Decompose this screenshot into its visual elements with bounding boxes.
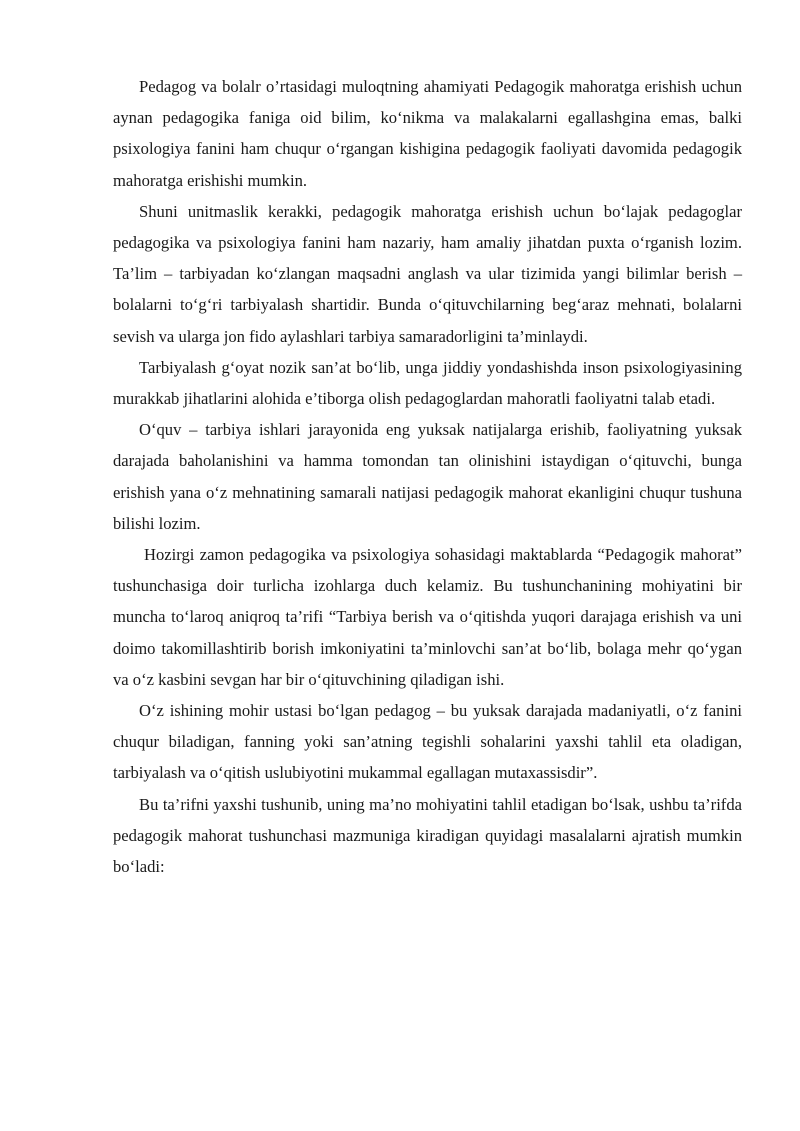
paragraph: Tarbiyalash g‘oyat nozik san’at bo‘lib, unga jiddiy yondashishda inson psixologiyasining murakkab jihatlarini alohida e’tiborga olish pedagoglardan mahoratli faoliyatni talab etadi. — [113, 357, 742, 409]
paragraph: Bu ta’rifni yaxshi tushunib, uning ma’no mohiyatini tahlil etadigan bo‘lsak, ushbu ta’rifda pedagogik mahorat tushunchasi mazmuniga kiradigan quyidagi masalalarni ajratish mumkin bo‘ladi: — [113, 794, 742, 877]
paragraph: Shuni unitmaslik kerakki, pedagogik mahoratga erishish uchun bo‘lajak pedagoglar pedagogika va psixologiya fanini ham nazariy, ham amaliy jihatdan puxta o‘rganish lozim. Ta’lim – tarbiyadan ko‘zlangan maqsadni anglash va ular tizimida yangi bilimlar berish – bolalarni to‘g‘ri tarbiyalash shartidir. Bunda o‘qituvchilarning beg‘araz mehnati, bolalarni sevish va ularga jon fido aylashlari tarbiya samaradorligini ta’minlaydi. — [113, 201, 742, 346]
document-body — [113, 71, 742, 882]
paragraph: Hozirgi zamon pedagogika va psixologiya sohasidagi maktablarda “Pedagogik mahorat” tushunchasiga doir turlicha izohlarga duch kelamiz. Bu tushunchanining mohiyatini bir muncha to‘laroq aniqroq ta’rifi “Tarbiya berish va o‘qitishda yuqori darajaga erishish va uni doimo takomillashtirib borish imkoniyatini ta’minlovchi san’at bo‘lib, bolaga mehr qo‘ygan va o‘z kasbini sevgan har bir o‘qituvchining qiladigan ishi. — [113, 545, 742, 689]
paragraph: Pedagog va bolalr o’rtasidagi muloqtning ahamiyati Pedagogik mahoratga erishish uchun aynan pedagogika faniga oid bilim, ko‘nikma va malakalarni egallashgina emas, balki psixologiya fanini ham chuqur o‘rgangan kishigina pedagogik faoliyati davomida pedagogik mahoratga erishishi mumkin. — [113, 77, 742, 190]
paragraph: O‘quv – tarbiya ishlari jarayonida eng yuksak natijalarga erishib, faoliyatning yuksak darajada baholanishini va hamma tomondan tan olinishini istaydigan o‘qituvchi, bunga erishish yana o‘z mehnatining samarali natijasi pedagogik mahorat ekanligini chuqur tushuna bilishi lozim. — [113, 420, 742, 533]
paragraph: O‘z ishining mohir ustasi bo‘lgan pedagog – bu yuksak darajada madaniyatli, o‘z fanini chuqur biladigan, fanning yoki san’atning tegishli sohalarini yaxshi tahlil eta oladigan, tarbiyalash va o‘qitish uslubiyotini mukammal egallagan mutaxassisdir”. — [113, 701, 742, 783]
